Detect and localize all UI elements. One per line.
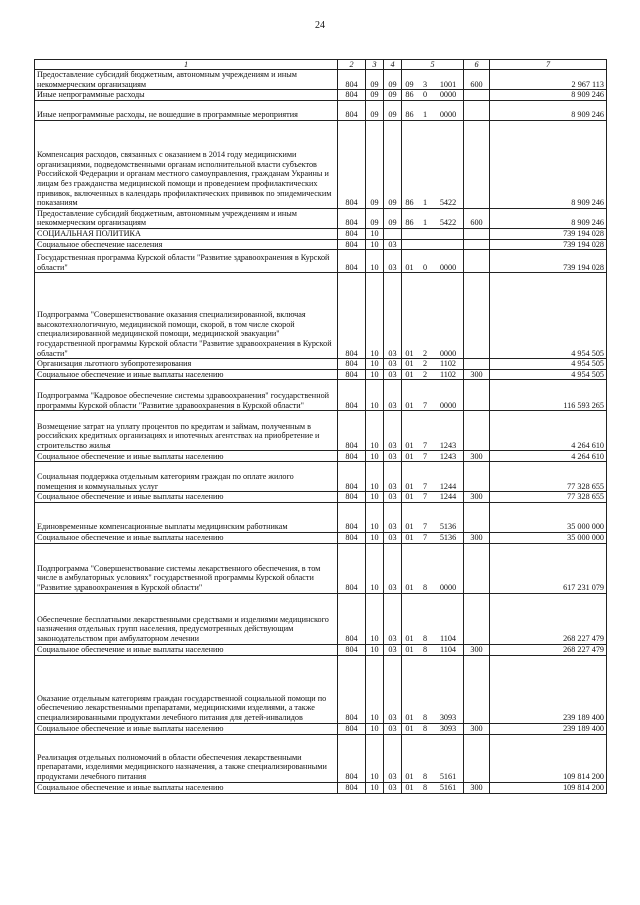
budget-table [34,59,607,794]
row-program: 01 [405,633,414,643]
row-direction: 1244 [439,492,457,502]
table-row [35,502,607,532]
row-expense-type [464,593,490,644]
row-program: 01 [405,348,414,358]
page-number: 24 [315,20,325,31]
row-name: Обеспечение бесплатными лекарственными средствами и изделиями медицинского назначения отдельных групп населения, предусмотренных действующим законодательством при амбулаторном лечении [35,593,338,644]
row-admin: 804 [338,543,366,593]
table-body [35,70,607,794]
row-expense-type: 300 [464,782,490,793]
row-name: Реализация отдельных полномочий в области обеспечения лекарственными препаратами, изделиями медицинского назначения, а также специализированными продуктами лечебного питания [35,734,338,782]
row-name: Подпрограмма "Совершенствование системы лекарственного обеспечения, в том числе в амбулаторных условиях" государственной программы Курской области "Развитие здравоохранения в Курской области" [35,543,338,593]
row-direction: 3093 [439,723,457,733]
row-program: 01 [405,451,414,461]
row-section: 10 [366,723,384,734]
row-expense-type: 300 [464,492,490,503]
row-expense-type [464,273,490,359]
row-section: 10 [366,532,384,543]
row-subprogram: 8 [422,771,428,781]
row-section: 09 [366,120,384,208]
row-name: Иные непрограммные расходы [35,90,338,101]
header-col-3: 3 [366,60,384,70]
row-expense-type [464,239,490,250]
table-row [35,208,607,228]
row-subsection: 09 [384,208,402,228]
row-admin: 804 [338,228,366,239]
row-subprogram: 8 [422,644,428,654]
row-program: 86 [405,110,414,120]
row-name: Подпрограмма "Совершенствование оказания специализированной, включая высокотехнологичную, медицинской помощи, скорой, в том числе скорой специализированной медицинской помощи, медицинской эвакуации" государственной программы Курской области "Развитие здравоохранения в Курской области" [35,273,338,359]
row-target-code [402,208,464,228]
row-subsection [384,228,402,239]
row-name: Предоставление субсидий бюджетным, автономным учреждениям и иным некоммерческим организациям [35,208,338,228]
row-section: 10 [366,228,384,239]
row-amount: 35 000 000 [490,502,607,532]
row-name: Социальное обеспечение и иные выплаты населению [35,532,338,543]
row-name: Социальное обеспечение населения [35,239,338,250]
row-target-code [402,380,464,411]
header-col-7: 7 [490,60,607,70]
row-expense-type [464,90,490,101]
row-subprogram: 0 [422,90,428,100]
row-target-code [402,532,464,543]
row-subsection: 03 [384,593,402,644]
row-subsection: 03 [384,359,402,370]
row-subprogram: 2 [422,369,428,379]
row-program: 01 [405,582,414,592]
table-row [35,359,607,370]
row-section: 09 [366,90,384,101]
row-subprogram: 7 [422,522,428,532]
row-subsection: 03 [384,502,402,532]
row-admin: 804 [338,250,366,273]
row-program: 01 [405,400,414,410]
row-direction: 1243 [439,451,457,461]
row-subprogram: 2 [422,348,428,358]
row-subprogram: 1 [422,198,428,208]
row-program: 01 [405,644,414,654]
row-direction: 1244 [439,481,457,491]
row-expense-type [464,502,490,532]
row-amount: 116 593 265 [490,380,607,411]
row-admin: 804 [338,782,366,793]
table-row [35,250,607,273]
row-section: 10 [366,593,384,644]
row-amount: 2 967 113 [490,70,607,90]
row-expense-type: 600 [464,70,490,90]
row-section: 10 [366,462,384,492]
row-expense-type [464,380,490,411]
row-section: 10 [366,502,384,532]
row-admin: 804 [338,492,366,503]
row-name: Социальное обеспечение и иные выплаты населению [35,451,338,462]
row-subsection: 03 [384,462,402,492]
row-target-code [402,90,464,101]
row-section: 10 [366,369,384,380]
row-expense-type [464,100,490,120]
row-name: Социальное обеспечение и иные выплаты населению [35,369,338,380]
row-amount: 617 231 079 [490,543,607,593]
row-expense-type [464,543,490,593]
table-row [35,782,607,793]
row-name: Социальная поддержка отдельным категориям граждан по оплате жилого помещения и коммунальных услуг [35,462,338,492]
row-direction: 5422 [439,218,457,228]
row-expense-type: 300 [464,369,490,380]
row-subprogram: 7 [422,440,428,450]
row-target-code [402,120,464,208]
row-target-code [402,644,464,655]
row-subsection: 03 [384,532,402,543]
row-target-code [402,723,464,734]
row-direction: 0000 [439,110,457,120]
row-amount: 268 227 479 [490,593,607,644]
row-expense-type [464,411,490,451]
table-row [35,532,607,543]
header-col-1: 1 [35,60,338,70]
row-section: 10 [366,492,384,503]
row-admin: 804 [338,462,366,492]
row-name: Иные непрограммные расходы, не вошедшие в программные мероприятия [35,100,338,120]
row-amount: 739 194 028 [490,239,607,250]
row-subprogram: 3 [422,79,428,89]
row-target-code [402,273,464,359]
row-amount: 4 264 610 [490,451,607,462]
row-name: Предоставление субсидий бюджетным, автономным учреждениям и иным некоммерческим организациям [35,70,338,90]
table-row [35,655,607,723]
row-section: 09 [366,100,384,120]
row-name: Социальное обеспечение и иные выплаты населению [35,644,338,655]
row-subprogram: 0 [422,262,428,272]
header-col-4: 4 [384,60,402,70]
row-name: Возмещение затрат на уплату процентов по кредитам и займам, полученным в российских кредитных организациях и ипотечных агентствах на приобретение и строительство жилья [35,411,338,451]
table-row [35,120,607,208]
row-program: 01 [405,712,414,722]
row-section: 10 [366,644,384,655]
row-direction: 1001 [439,79,457,89]
table-row [35,239,607,250]
row-section: 10 [366,273,384,359]
row-amount: 8 909 246 [490,208,607,228]
row-direction: 1102 [439,359,457,369]
row-amount: 77 328 655 [490,492,607,503]
row-subprogram: 8 [422,712,428,722]
row-expense-type [464,655,490,723]
row-admin: 804 [338,120,366,208]
row-program: 01 [405,359,414,369]
table-row [35,734,607,782]
row-direction: 5422 [439,198,457,208]
row-target-code [402,543,464,593]
row-direction: 0000 [439,400,457,410]
row-name: Социальное обеспечение и иные выплаты населению [35,782,338,793]
row-admin: 804 [338,734,366,782]
row-subprogram: 8 [422,782,428,792]
row-admin: 804 [338,451,366,462]
row-section: 10 [366,782,384,793]
row-subsection: 03 [384,451,402,462]
row-amount: 8 909 246 [490,100,607,120]
row-subsection: 03 [384,369,402,380]
row-subprogram: 7 [422,481,428,491]
row-target-code [402,734,464,782]
row-expense-type [464,462,490,492]
row-section: 10 [366,411,384,451]
table-row [35,644,607,655]
row-direction: 5136 [439,532,457,542]
row-target-code [402,502,464,532]
row-target-code [402,70,464,90]
row-subprogram: 8 [422,723,428,733]
row-admin: 804 [338,359,366,370]
row-amount: 4 954 505 [490,369,607,380]
row-amount: 4 954 505 [490,359,607,370]
row-expense-type: 300 [464,723,490,734]
row-target-code [402,492,464,503]
row-subsection: 09 [384,70,402,90]
row-subsection: 03 [384,734,402,782]
row-program: 09 [405,79,414,89]
row-section: 10 [366,250,384,273]
row-subsection: 03 [384,543,402,593]
row-amount: 239 189 400 [490,723,607,734]
row-name: Государственная программа Курской области "Развитие здравоохранения в Курской области" [35,250,338,273]
row-amount: 109 814 200 [490,734,607,782]
row-program: 01 [405,369,414,379]
row-section: 09 [366,208,384,228]
row-target-code [402,411,464,451]
row-direction: 1243 [439,440,457,450]
row-subprogram: 8 [422,582,428,592]
row-name: Организация льготного зубопротезирования [35,359,338,370]
row-expense-type: 300 [464,451,490,462]
row-direction: 5136 [439,522,457,532]
row-direction: 5161 [439,782,457,792]
row-section: 10 [366,359,384,370]
row-admin: 804 [338,593,366,644]
row-direction: 1104 [439,644,457,654]
row-subsection: 03 [384,492,402,503]
row-admin: 804 [338,273,366,359]
table-row [35,462,607,492]
row-program: 86 [405,90,414,100]
row-name: Социальное обеспечение и иные выплаты населению [35,492,338,503]
header-col-5: 5 [402,60,464,70]
row-subprogram: 1 [422,110,428,120]
row-subprogram: 1 [422,218,428,228]
header-col-2: 2 [338,60,366,70]
row-amount: 4 264 610 [490,411,607,451]
table-row [35,492,607,503]
table-row [35,70,607,90]
row-program: 01 [405,481,414,491]
table-row [35,369,607,380]
row-section: 10 [366,655,384,723]
row-admin: 804 [338,70,366,90]
row-subprogram: 7 [422,400,428,410]
row-expense-type: 300 [464,532,490,543]
row-admin: 804 [338,369,366,380]
row-name: Единовременные компенсационные выплаты медицинским работникам [35,502,338,532]
row-admin: 804 [338,532,366,543]
row-subsection: 03 [384,411,402,451]
row-direction: 0000 [439,348,457,358]
row-subsection: 03 [384,239,402,250]
row-amount: 35 000 000 [490,532,607,543]
row-program: 86 [405,198,414,208]
row-subsection: 03 [384,380,402,411]
row-subsection: 03 [384,250,402,273]
table-row [35,90,607,101]
row-amount: 739 194 028 [490,228,607,239]
row-subsection: 03 [384,273,402,359]
row-target-code [402,228,464,239]
row-program: 01 [405,492,414,502]
row-program: 01 [405,771,414,781]
table-row [35,228,607,239]
row-name: Компенсация расходов, связанных с оказанием в 2014 году медицинскими организациями, подведомственными органам исполнительной власти субъектов Российской Федерации и органам местного самоуправления, гражданам Украины и лицам без гражданства медицинской помощи и проведением профилактических прививок, включенных в календарь профилактических прививок по эпидемическим показаниям [35,120,338,208]
table-row [35,723,607,734]
row-admin: 804 [338,502,366,532]
row-target-code [402,359,464,370]
table-row [35,273,607,359]
row-name: Социальное обеспечение и иные выплаты населению [35,723,338,734]
row-admin: 804 [338,380,366,411]
row-section: 10 [366,543,384,593]
row-admin: 804 [338,655,366,723]
table-row [35,451,607,462]
row-target-code [402,451,464,462]
row-amount: 268 227 479 [490,644,607,655]
row-target-code [402,369,464,380]
row-amount: 739 194 028 [490,250,607,273]
row-direction: 0000 [439,262,457,272]
row-section: 10 [366,239,384,250]
row-admin: 804 [338,90,366,101]
row-program: 86 [405,218,414,228]
row-subsection: 09 [384,90,402,101]
row-subsection: 03 [384,723,402,734]
row-program: 01 [405,532,414,542]
row-subprogram: 8 [422,633,428,643]
table-row [35,100,607,120]
row-section: 10 [366,451,384,462]
row-expense-type [464,120,490,208]
row-target-code [402,782,464,793]
row-expense-type [464,734,490,782]
row-program: 01 [405,440,414,450]
row-admin: 804 [338,239,366,250]
row-subprogram: 7 [422,492,428,502]
row-admin: 804 [338,100,366,120]
row-direction: 0000 [439,582,457,592]
row-program: 01 [405,522,414,532]
row-admin: 804 [338,411,366,451]
row-subsection: 03 [384,782,402,793]
row-program: 01 [405,723,414,733]
row-target-code [402,462,464,492]
table-row [35,380,607,411]
row-subprogram: 7 [422,532,428,542]
row-admin: 804 [338,723,366,734]
row-target-code [402,100,464,120]
row-subsection: 09 [384,120,402,208]
header-row [35,60,607,70]
row-direction: 5161 [439,771,457,781]
row-expense-type: 300 [464,644,490,655]
row-section: 10 [366,380,384,411]
row-name: Подпрограмма "Кадровое обеспечение системы здравоохранения" государственной программы Курской области "Развитие здравоохранения в Курской области" [35,380,338,411]
row-amount: 8 909 246 [490,120,607,208]
row-amount: 8 909 246 [490,90,607,101]
row-section: 10 [366,734,384,782]
row-expense-type [464,228,490,239]
row-expense-type [464,250,490,273]
row-name: СОЦИАЛЬНАЯ ПОЛИТИКА [35,228,338,239]
row-direction: 3093 [439,712,457,722]
row-program: 01 [405,262,414,272]
row-subsection: 03 [384,655,402,723]
row-section: 09 [366,70,384,90]
table-row [35,411,607,451]
row-direction: 0000 [439,90,457,100]
row-target-code [402,250,464,273]
row-name: Оказание отдельным категориям граждан государственной социальной помощи по обеспечению лекарственными препаратами, медицинскими изделиями, а также специализированными продуктами лечебного питания для детей-инвалидов [35,655,338,723]
table-row [35,593,607,644]
row-amount: 77 328 655 [490,462,607,492]
row-direction: 1102 [439,369,457,379]
row-target-code [402,239,464,250]
row-amount: 109 814 200 [490,782,607,793]
row-subprogram: 2 [422,359,428,369]
row-amount: 239 189 400 [490,655,607,723]
row-admin: 804 [338,644,366,655]
row-expense-type: 600 [464,208,490,228]
row-target-code [402,655,464,723]
row-program: 01 [405,782,414,792]
row-expense-type [464,359,490,370]
row-subsection: 03 [384,644,402,655]
table-row [35,543,607,593]
header-col-6: 6 [464,60,490,70]
row-subsection: 09 [384,100,402,120]
row-target-code [402,593,464,644]
row-direction: 1104 [439,633,457,643]
row-subprogram: 7 [422,451,428,461]
row-amount: 4 954 505 [490,273,607,359]
row-admin: 804 [338,208,366,228]
